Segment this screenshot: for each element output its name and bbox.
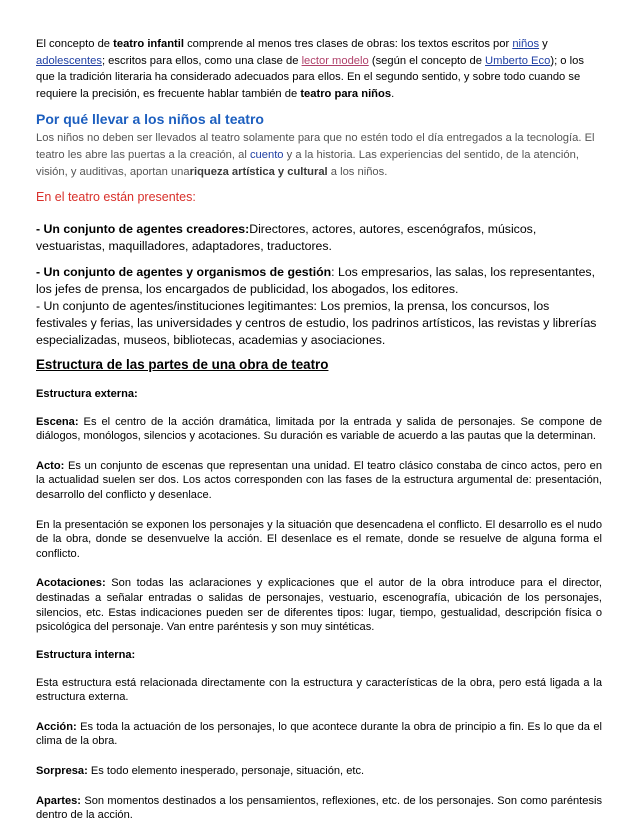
apartes-text: Son momentos destinados a los pensamientos, reflexiones, etc. de los personajes. Son como paréntesis dentro de la acción. [36,794,602,822]
external-structure-heading: Estructura externa: [36,387,138,400]
why-bold-phrase: riqueza artística y cultural [189,165,328,178]
acto-label: Acto: [36,459,65,472]
accion-label: Acción: [36,720,77,733]
link-ninos[interactable]: niños [512,38,540,50]
intro-text: (según el concepto de [368,54,486,67]
management-paragraph [36,264,602,298]
agents-paragraph [36,221,602,255]
why-text: Los niños no deben ser llevados al teatro solamente para que no estén todo el día entregados a la tecnología. El teatro les abre las puertas a la creación, al [36,132,595,161]
why-heading: Por qué llevar a los niños al teatro [36,111,264,128]
present-heading: En el teatro están presentes: [36,190,196,205]
intro-text: comprende al menos tres clases de obras: los textos escritos por [183,38,513,50]
intro-bold-term: teatro para niños [300,87,392,100]
link-lector-modelo[interactable]: lector modelo [301,54,369,67]
intro-text: ); o los que la tradición literaria ha considerado adecuados para ellos. En el segundo sentido, y sobre todo cuando se requiere la precisión, es frecuente hablar también de [36,54,584,100]
acotaciones-text: Son todas las aclaraciones y explicaciones que el autor de la obra introduce para el director, destinadas a señalar entradas o salidas de personajes, vestuario, escenografía, ubicación de los personajes, silencios, etc. Estas indicaciones pueden ser de diferentes tipos: lugar, tiempo, gestualidad, descripción física o psicológica del personaje. Van entre paréntesis y son muy sintéticas. [36,577,602,634]
link-cuento[interactable]: cuento [249,148,284,161]
why-text: y a la historia. Las experiencias del sentido, de la atención, visión, y auditivas, aportan una [36,148,579,178]
intro-paragraph [36,36,602,102]
agents-text: Directores, actores, autores, escenógrafos, músicos, vestuaristas, maquilladores, adaptadores, traductores. [36,222,537,254]
acotaciones-label: Acotaciones: [36,577,106,590]
sorpresa-label: Sorpresa: [36,765,88,778]
accion-text: Es toda la actuación de los personajes, lo que acontece durante la obra de principio a fin. Es lo que da el clima de la obra. [36,720,602,748]
internal-structure-heading: Estructura interna: [36,648,136,661]
acotaciones-paragraph [36,576,602,634]
internal-structure-paragraph: Esta estructura está relacionada directamente con la estructura y características de la obra, pero está ligada a la estructura externa. [36,676,602,704]
intro-bold-term: teatro infantil [113,38,184,50]
escena-text: Es el centro de la acción dramática, limitada por la entrada y salida de personajes. Se compone de diálogos, monólogos, silencios y acotaciones. Su duración es variable de acuerdo a las pautas que la determinan. [36,415,602,443]
intro-text: ; escritos para ellos, como una clase de [101,54,302,67]
management-label: - Un conjunto de agentes y organismos de gestión [36,264,332,279]
escena-label: Escena: [36,415,79,428]
escena-paragraph [36,415,602,444]
accion-paragraph [36,720,602,749]
presentacion-paragraph: En la presentación se exponen los personajes y la situación que desencadena el conflicto. El desarrollo es el nudo de la obra, donde se desenvuelve la acción. El desenlace es el remate, donde se resuelve de alguna forma el conflicto. [36,518,602,560]
intro-text: . [391,87,395,100]
link-umberto-eco[interactable]: Umberto Eco [485,54,551,67]
acto-text: Es un conjunto de escenas que representan una unidad. El teatro clásico constaba de cinco actos, pero en la actualidad suelen ser dos. Los actos corresponden con las fases de la estructura argumental de: presentación, desarrollo del conflicto y desenlace. [36,459,602,501]
why-paragraph [36,130,602,180]
sorpresa-text: Es todo elemento inesperado, personaje, situación, etc. [87,765,365,778]
agents-label: - Un conjunto de agentes creadores: [36,222,250,237]
intro-text: y [539,38,548,50]
legitimating-paragraph: - Un conjunto de agentes/instituciones legitimantes: Los premios, la prensa, los concursos, los festivales y ferias, las universidades y centros de estudio, los padrinos artísticos, las revistas y librerías especializadas, museos, bibliotecas, academias y asociaciones. [36,298,597,348]
acto-paragraph [36,459,602,503]
why-text: a los niños. [327,165,388,178]
intro-text: El concepto de [36,38,114,50]
apartes-label: Apartes: [36,794,82,807]
sorpresa-paragraph [36,764,602,779]
structure-heading: Estructura de las partes de una obra de teatro [36,356,329,372]
link-adolescentes[interactable]: adolescentes [36,54,102,67]
apartes-paragraph [36,794,602,823]
management-text: : Los empresarios, las salas, los representantes, los jefes de prensa, los encargados de publicidad, los abogados, los editores. [36,264,595,296]
